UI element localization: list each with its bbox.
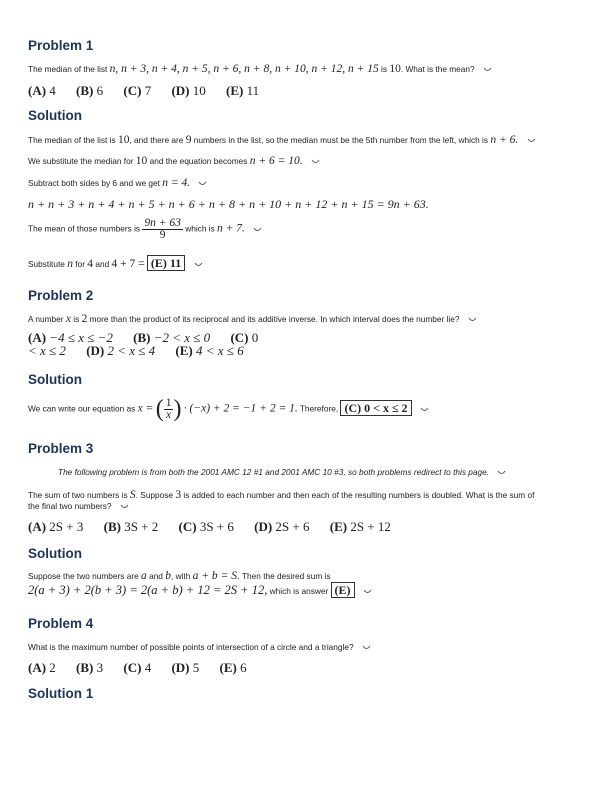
chevron-down-icon[interactable] [483, 67, 492, 73]
option-b[interactable]: (B) 3 [76, 660, 104, 675]
solution-line-2: We substitute the median for 10 and the equation becomes n + 6 = 10. [28, 156, 584, 167]
text: The median of the list [28, 64, 108, 74]
option-c[interactable]: (C) 4 [123, 660, 152, 675]
chevron-down-icon[interactable] [527, 138, 536, 144]
fraction: $\frac{9n + 63}{9}$ [144, 217, 181, 241]
chevron-down-icon[interactable] [198, 181, 207, 187]
option-d[interactable]: (D) 10 [171, 83, 206, 98]
option-b[interactable]: (B) −2 < x ≤ 0 [133, 330, 211, 345]
problem-3-solution-heading: Solution [28, 546, 82, 561]
problem-2-solution-heading: Solution [28, 372, 82, 387]
problem-2-question: A number x is 2 more than the product of its reciprocal and its additive inverse. In which interval does the number lie? [28, 314, 584, 325]
answer-box: (E) [331, 582, 355, 598]
problem-1-question [28, 64, 584, 75]
problem-3-solution-line-1: Suppose the two numbers are a and b, with a + b = S. Then the desired sum is [28, 570, 331, 582]
problem-3-heading: Problem 3 [28, 441, 94, 456]
fraction: $\frac{1}{x}$ [165, 397, 172, 421]
solution-line-6: Substitute n for 4 and 4 + 7 = (E) 11 [28, 258, 584, 270]
equation-sum: n + n + 3 + n + 4 + n + 5 + n + 6 + n + 8 + n + 10 + n + 12 + n + 15 = 9n + 63. [28, 197, 429, 211]
solution-line-3: Subtract both sides by 6 and we get n = 4. [28, 178, 584, 189]
chevron-down-icon[interactable] [468, 317, 477, 323]
option-a[interactable]: (A) −4 ≤ x ≤ −2 [28, 330, 113, 345]
problem-2-solution-line: We can write our equation as x = ( $\frac{1}{x}$ ) · (−x) + 2 = −1 + 2 = 1. Therefore, (C) 0 < x ≤ 2 [28, 398, 584, 421]
answer-box: (C) 0 < x ≤ 2 [340, 400, 411, 416]
chevron-down-icon[interactable] [253, 227, 262, 233]
option-e[interactable]: (E) 2S + 12 [329, 519, 391, 534]
option-c[interactable]: (C) 7 [123, 83, 152, 98]
option-d[interactable]: (D) 5 [171, 660, 200, 675]
chevron-down-icon[interactable] [120, 504, 129, 510]
option-c[interactable]: (C) 0 [230, 330, 259, 345]
chevron-down-icon[interactable] [363, 589, 372, 595]
text: is [381, 64, 388, 74]
problem-1-solution-heading: Solution [28, 108, 82, 123]
chevron-down-icon[interactable] [420, 407, 429, 413]
solution-line-5: The mean of those numbers is $\frac{9n + 63}{9}$ which is n + 7. [28, 218, 584, 241]
problem-4-options [28, 660, 584, 676]
option-e[interactable]: (E) 4 < x ≤ 6 [175, 343, 244, 358]
option-a[interactable]: (A) 2 [28, 660, 56, 675]
problem-1-heading: Problem 1 [28, 38, 94, 53]
chevron-down-icon[interactable] [311, 159, 320, 165]
problem-3-solution-line-2: 2(a + 3) + 2(b + 3) = 2(a + b) + 12 = 2S + 12, which is answer (E) [28, 585, 584, 597]
option-e[interactable]: (E) 11 [225, 83, 260, 98]
problem-4-heading: Problem 4 [28, 616, 94, 631]
problem-2-options [28, 331, 584, 357]
problem-3-note: The following problem is from both the 2001 AMC 12 #1 and 2001 AMC 10 #3, so both problems redirect to this page. [58, 467, 584, 478]
text: . What is the mean? [400, 64, 475, 74]
problem-1-options [28, 83, 584, 99]
option-b[interactable]: (B) 3S + 2 [103, 519, 159, 534]
option-d[interactable]: (D) 2 < x ≤ 4 [86, 343, 156, 358]
problem-4-question: What is the maximum number of possible points of intersection of a circle and a triangle? [28, 642, 584, 653]
solution-line-1: The median of the list is 10, and there are 9 numbers in the list, so the median must be the 5th number from the left, which is n + 6. [28, 135, 584, 146]
answer-box: (E) 11 [147, 255, 185, 271]
option-e[interactable]: (E) 6 [219, 660, 247, 675]
option-a[interactable]: (A) 2S + 3 [28, 519, 84, 534]
chevron-down-icon[interactable] [497, 470, 506, 476]
option-d[interactable]: (D) 2S + 6 [254, 519, 310, 534]
math: n, n + 3, n + 4, n + 5, n + 6, n + 8, n + 10, n + 12, n + 15 [109, 63, 379, 75]
chevron-down-icon[interactable] [194, 262, 203, 268]
option-b[interactable]: (B) 6 [76, 83, 104, 98]
option-a[interactable]: (A) 4 [28, 83, 56, 98]
problem-3-question: The sum of two numbers is S. Suppose 3 is added to each number and then each of the resulting numbers is doubled. What is the sum of the final two numbers? [28, 489, 535, 511]
option-c-cont[interactable]: < x ≤ 2 [28, 343, 66, 358]
problem-3-options [28, 519, 584, 535]
problem-4-solution-heading: Solution 1 [28, 686, 94, 701]
chevron-down-icon[interactable] [362, 645, 371, 651]
option-c[interactable]: (C) 3S + 6 [178, 519, 234, 534]
problem-2-heading: Problem 2 [28, 288, 94, 303]
math: 10 [389, 63, 401, 75]
